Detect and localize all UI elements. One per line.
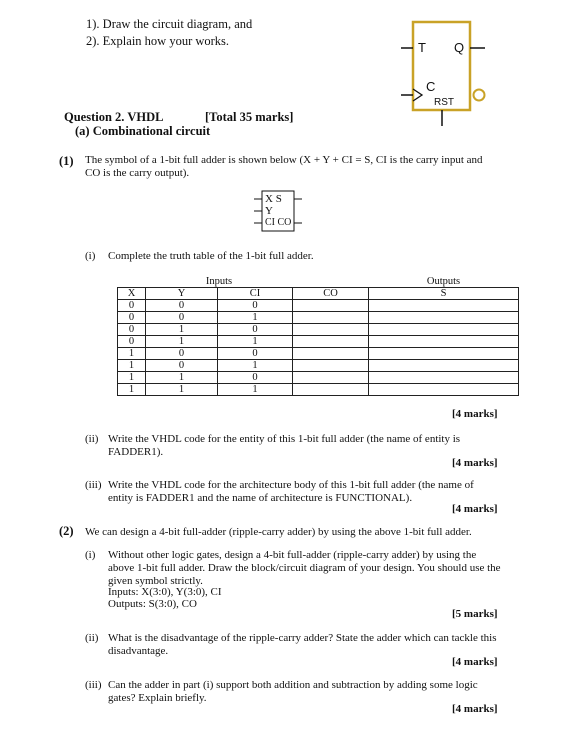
q1-iii-number: (iii) bbox=[85, 479, 102, 491]
cell-s bbox=[369, 324, 519, 336]
q2-text: We can design a 4-bit full-adder (ripple-carry adder) by using the above 1-bit full adder. bbox=[85, 526, 472, 538]
cell-s bbox=[369, 384, 519, 396]
fa-symbol-y: Y bbox=[265, 205, 273, 217]
flipflop-rst-label: RST bbox=[434, 97, 454, 108]
q1-number: (1) bbox=[59, 154, 74, 168]
cell-ci: 0 bbox=[218, 324, 293, 336]
cell-co bbox=[293, 312, 369, 324]
part-a-heading: (a) Combinational circuit bbox=[75, 124, 211, 138]
q2-i-text: Without other logic gates, design a 4-bit full-adder (ripple-carry adder) by using the above 1-bit full adder. Draw the block/circuit diagram of your design. You should use the given symbol strictly. bbox=[108, 549, 501, 587]
cell-y: 1 bbox=[146, 324, 218, 336]
cell-x: 1 bbox=[118, 384, 146, 396]
q2-outputs: Outputs: S(3:0), CO bbox=[108, 598, 197, 610]
cell-x: 1 bbox=[118, 348, 146, 360]
cell-ci: 1 bbox=[218, 360, 293, 372]
header-ci: CI bbox=[218, 288, 293, 300]
cell-ci: 1 bbox=[218, 312, 293, 324]
cell-s bbox=[369, 300, 519, 312]
q2-iii-text: Can the adder in part (i) support both addition and subtraction by adding some logic gates? Explain briefly. bbox=[108, 679, 478, 704]
cell-s bbox=[369, 348, 519, 360]
cell-ci: 1 bbox=[218, 336, 293, 348]
cell-co bbox=[293, 336, 369, 348]
question-title: Question 2. VHDL bbox=[64, 110, 164, 124]
outputs-header: Outputs bbox=[369, 276, 519, 288]
cell-co bbox=[293, 384, 369, 396]
q2-iii-marks: [4 marks] bbox=[452, 703, 498, 715]
table-header-row bbox=[118, 288, 519, 300]
cell-ci: 0 bbox=[218, 300, 293, 312]
cell-y: 1 bbox=[146, 336, 218, 348]
cell-y: 0 bbox=[146, 360, 218, 372]
flipflop-q-label: Q bbox=[454, 40, 465, 55]
table-row bbox=[118, 300, 519, 312]
question-total: [Total 35 marks] bbox=[205, 110, 294, 124]
q1-ii-number: (ii) bbox=[85, 433, 99, 445]
q2-iii-number: (iii) bbox=[85, 679, 102, 691]
cell-s bbox=[369, 372, 519, 384]
inputs-header: Inputs bbox=[146, 276, 293, 288]
flipflop-t-label: T bbox=[418, 40, 426, 55]
intro-line-2: 2). Explain how your works. bbox=[86, 34, 230, 48]
fa-symbol-xs: X S bbox=[265, 193, 282, 205]
table-row bbox=[118, 348, 519, 360]
cell-s bbox=[369, 312, 519, 324]
cell-ci: 0 bbox=[218, 348, 293, 360]
cell-co bbox=[293, 372, 369, 384]
flipflop-c-label: C bbox=[426, 79, 436, 94]
cell-co bbox=[293, 360, 369, 372]
q1-i-marks: [4 marks] bbox=[452, 408, 498, 420]
q2-i-marks: [5 marks] bbox=[452, 608, 498, 620]
cell-x: 0 bbox=[118, 336, 146, 348]
q2-inputs: Inputs: X(3:0), Y(3:0), CI bbox=[108, 586, 222, 598]
cell-y: 0 bbox=[146, 348, 218, 360]
q1-ii-marks: [4 marks] bbox=[452, 457, 498, 469]
cell-y: 1 bbox=[146, 384, 218, 396]
cell-y: 0 bbox=[146, 300, 218, 312]
header-x: X bbox=[118, 288, 146, 300]
flipflop-diagram bbox=[398, 18, 498, 128]
cell-ci: 0 bbox=[218, 372, 293, 384]
q1-text: The symbol of a 1-bit full adder is shown below (X + Y + CI = S, CI is the carry input and CO is the carry output). bbox=[85, 154, 483, 179]
q1-i-number: (i) bbox=[85, 250, 96, 262]
q2-ii-marks: [4 marks] bbox=[452, 656, 498, 668]
q2-number: (2) bbox=[59, 524, 74, 538]
fa-symbol-cico: CI CO bbox=[265, 217, 292, 228]
table-row bbox=[118, 372, 519, 384]
cell-co bbox=[293, 348, 369, 360]
q1-i-text: Complete the truth table of the 1-bit full adder. bbox=[108, 250, 314, 262]
table-row bbox=[118, 312, 519, 324]
flipflop-symbol bbox=[398, 18, 498, 128]
cell-co bbox=[293, 324, 369, 336]
cell-s bbox=[369, 336, 519, 348]
intro-line-1: 1). Draw the circuit diagram, and bbox=[86, 17, 253, 31]
cell-y: 1 bbox=[146, 372, 218, 384]
header-s: S bbox=[369, 288, 519, 300]
cell-y: 0 bbox=[146, 312, 218, 324]
q1-iii-marks: [4 marks] bbox=[452, 503, 498, 515]
header-co: CO bbox=[293, 288, 369, 300]
table-row bbox=[118, 336, 519, 348]
cell-x: 0 bbox=[118, 300, 146, 312]
cell-co bbox=[293, 300, 369, 312]
full-adder-symbol bbox=[250, 189, 310, 235]
cell-x: 1 bbox=[118, 360, 146, 372]
cell-x: 0 bbox=[118, 312, 146, 324]
q2-ii-text: What is the disadvantage of the ripple-carry adder? State the adder which can tackle this disadvantage. bbox=[108, 632, 497, 657]
header-y: Y bbox=[146, 288, 218, 300]
cell-x: 1 bbox=[118, 372, 146, 384]
table-row bbox=[118, 360, 519, 372]
q1-ii-text: Write the VHDL code for the entity of this 1-bit full adder (the name of entity is FADDER1). bbox=[108, 433, 461, 458]
cell-s bbox=[369, 360, 519, 372]
truth-table bbox=[117, 276, 519, 396]
cell-ci: 1 bbox=[218, 384, 293, 396]
cell-x: 0 bbox=[118, 324, 146, 336]
table-row bbox=[118, 324, 519, 336]
q1-iii-text: Write the VHDL code for the architecture body of this 1-bit full adder (the name of entity is FADDER1 and the name of architecture is FUNCTIONAL). bbox=[108, 479, 474, 504]
table-row bbox=[118, 384, 519, 396]
q2-i-number: (i) bbox=[85, 549, 96, 561]
q2-ii-number: (ii) bbox=[85, 632, 99, 644]
